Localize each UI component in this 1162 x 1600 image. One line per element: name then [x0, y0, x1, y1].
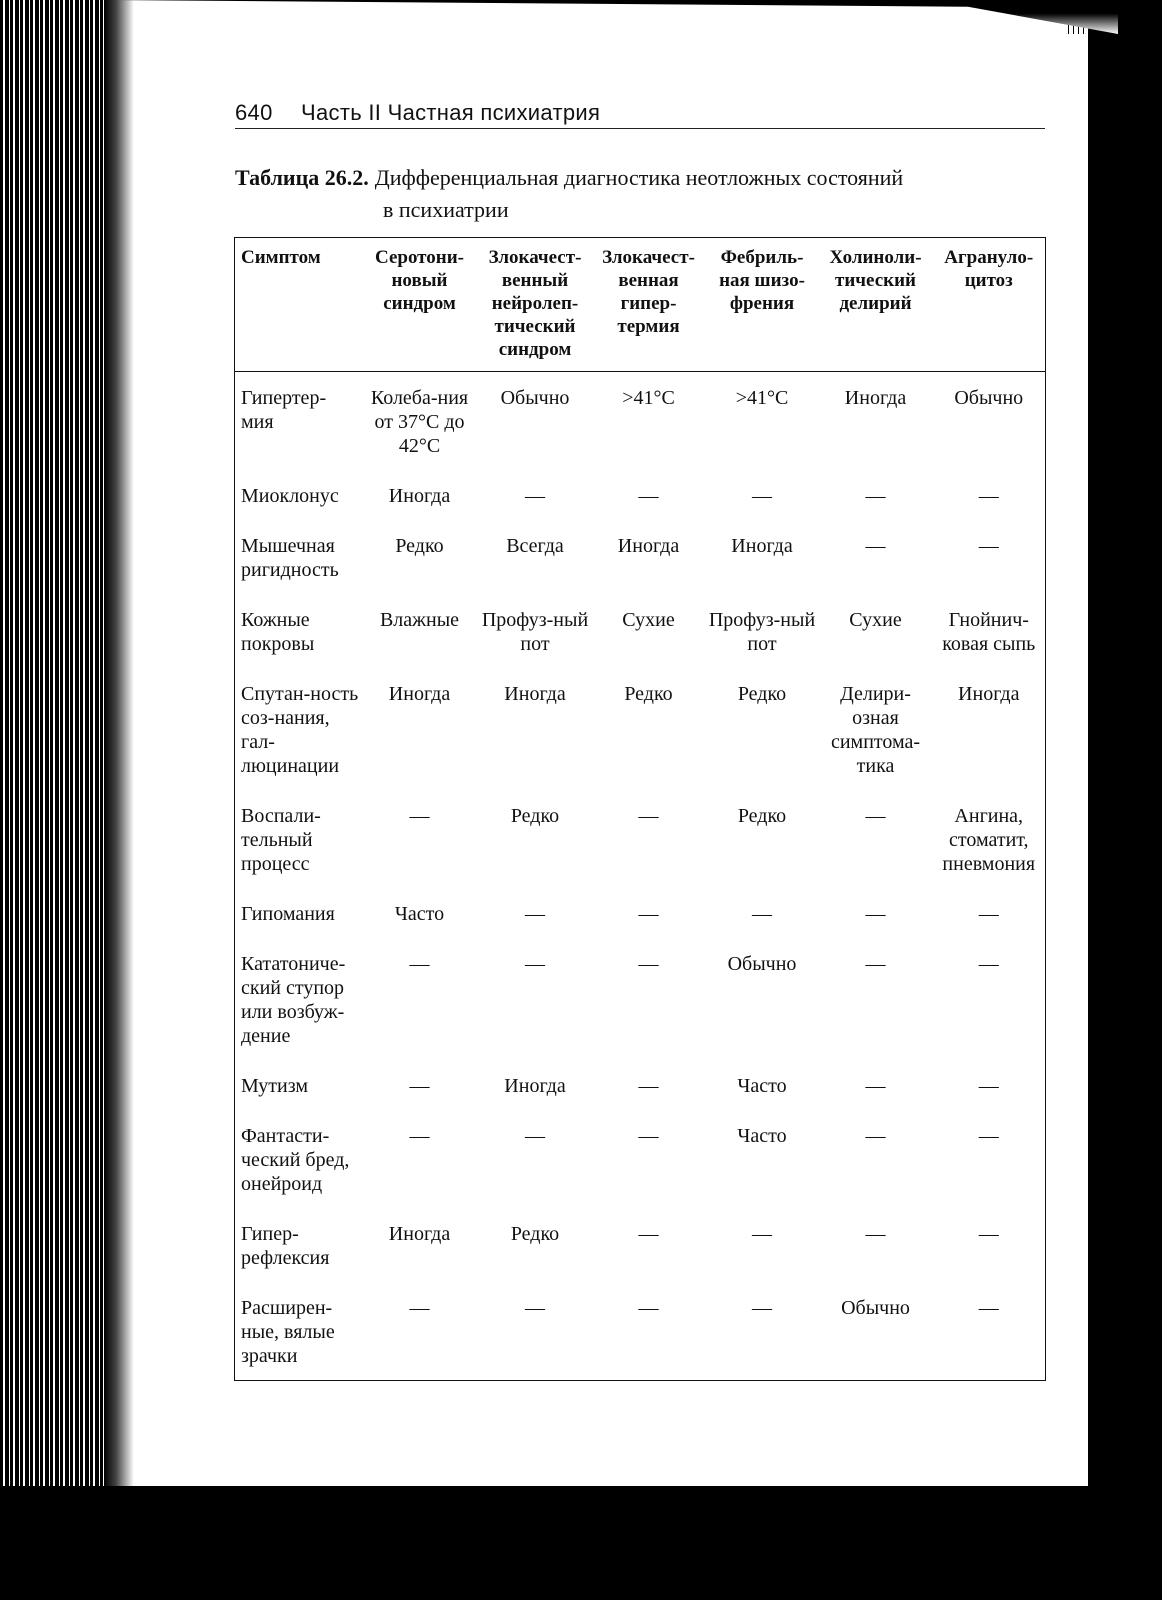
- table-cell: —: [752, 1223, 772, 1245]
- table-cell: —: [409, 1297, 430, 1319]
- header-row: [235, 238, 1046, 372]
- table-cell: —: [865, 903, 886, 925]
- table-cell: Иногда: [388, 485, 451, 507]
- table-cell: —: [865, 485, 886, 507]
- running-head: [235, 100, 600, 126]
- table-cell: Иногда: [844, 387, 907, 409]
- book-bottom-edge: [0, 1486, 1162, 1600]
- column-header: Серотони-новый синдром: [361, 238, 479, 372]
- table-caption-line2: в психиатрии: [383, 197, 509, 222]
- book-gutter-shadow: [104, 0, 134, 1600]
- table-cell: —: [525, 485, 545, 507]
- symptom-cell: Расширен-ные, вялые зрачки: [241, 1297, 335, 1367]
- table-row: [235, 470, 1046, 520]
- table-cell: Иногда: [388, 1223, 451, 1245]
- table-cell: —: [865, 953, 886, 975]
- table-cell: Сухие: [622, 609, 675, 631]
- table-cell: —: [752, 485, 772, 507]
- table-row: [235, 668, 1046, 790]
- table-cell: —: [865, 1125, 886, 1147]
- table-cell: —: [978, 535, 999, 557]
- table-cell: Часто: [737, 1125, 787, 1147]
- table-cell: Сухие: [849, 609, 902, 631]
- symptom-cell: Мутизм: [241, 1075, 309, 1097]
- table-cell: Колеба-ния от 37°С до 42°С: [370, 387, 469, 457]
- table-cell: Редко: [624, 683, 673, 705]
- symptom-cell: Гипертер-мия: [241, 387, 327, 433]
- table-cell: Всегда: [506, 535, 564, 557]
- table-cell: Обычно: [841, 1297, 910, 1319]
- table-cell: Редко: [510, 1223, 560, 1245]
- table-cell: Гнойнич-ковая сыпь: [942, 609, 1036, 655]
- table-cell: —: [409, 1075, 430, 1097]
- table-cell: Ангина, стоматит, пневмония: [942, 805, 1036, 875]
- table-cell: Профуз-ный пот: [708, 609, 816, 655]
- table-cell: —: [525, 1125, 545, 1147]
- table-cell: Часто: [394, 903, 445, 925]
- table-caption-line1: Дифференциальная диагностика неотложных состояний: [374, 165, 904, 190]
- table-cell: —: [752, 1297, 772, 1319]
- table-cell: >41°С: [735, 387, 789, 409]
- book-top-edge: [118, 0, 1118, 34]
- column-header: Холиноли-тический делирий: [819, 238, 933, 372]
- table-row: [235, 790, 1046, 888]
- table-cell: —: [638, 953, 659, 975]
- table-cell: —: [638, 1297, 659, 1319]
- table-cell: —: [525, 903, 545, 925]
- table-cell: —: [409, 953, 430, 975]
- table-cell: Делири-озная симптома-тика: [830, 683, 921, 777]
- table-row: [235, 1282, 1046, 1381]
- table-cell: Обычно: [727, 953, 797, 975]
- table-cell: —: [865, 1075, 886, 1097]
- column-header: Симптом: [235, 238, 361, 372]
- symptom-cell: Гипер-рефлексия: [241, 1223, 330, 1269]
- table-cell: —: [978, 485, 999, 507]
- table-cell: Иногда: [731, 535, 793, 557]
- table-cell: —: [409, 805, 430, 827]
- table-cell: Иногда: [504, 1075, 566, 1097]
- table-cell: —: [638, 1075, 659, 1097]
- differential-diagnosis-table: [234, 237, 1046, 1381]
- table-cell: —: [978, 1075, 999, 1097]
- table-cell: —: [525, 1297, 545, 1319]
- table-cell: —: [525, 953, 545, 975]
- table-cell: —: [638, 805, 659, 827]
- running-head-title: Часть II Частная психиатрия: [301, 100, 601, 125]
- symptom-cell: Гипомания: [241, 903, 335, 925]
- symptom-cell: Мышечная ригидность: [241, 535, 339, 581]
- symptom-cell: Миоклонус: [241, 485, 339, 507]
- table-cell: —: [865, 535, 886, 557]
- column-header: Злокачест-венная гипер-термия: [592, 238, 706, 372]
- table-cell: Редко: [737, 805, 787, 827]
- table-cell: Иногда: [388, 683, 451, 705]
- running-head-rule: [235, 128, 1045, 129]
- table-row: [235, 888, 1046, 938]
- table-cell: —: [638, 903, 659, 925]
- table-cell: Иногда: [504, 683, 566, 705]
- column-header: Фебриль-ная шизо-френия: [706, 238, 819, 372]
- page-number: 640: [235, 100, 273, 125]
- symptom-cell: Кататониче-ский ступор или возбуж-дение: [241, 953, 346, 1047]
- table-row: [235, 1060, 1046, 1110]
- table-cell: —: [978, 1297, 999, 1319]
- book-page-stack-left: [0, 0, 118, 1600]
- table-cell: Влажные: [379, 609, 460, 631]
- column-header: Агрануло-цитоз: [933, 238, 1046, 372]
- table-header: [235, 238, 1046, 372]
- table-cell: —: [978, 953, 999, 975]
- table-cell: —: [978, 903, 999, 925]
- table-row: [235, 372, 1046, 471]
- table-cell: —: [978, 1223, 999, 1245]
- table-cell: —: [638, 485, 659, 507]
- table-body: [235, 372, 1046, 1381]
- table-cell: —: [865, 805, 886, 827]
- table-cell: Редко: [510, 805, 560, 827]
- table-cell: Редко: [395, 535, 444, 557]
- table-row: [235, 1110, 1046, 1208]
- table-caption: [235, 162, 995, 226]
- symptom-cell: Воспали-тельный процесс: [241, 805, 321, 875]
- table-cell: —: [409, 1125, 430, 1147]
- book-page: [134, 34, 1086, 1486]
- table-cell: >41°С: [622, 387, 675, 409]
- table-cell: Профуз-ный пот: [481, 609, 589, 655]
- table-caption-label: Таблица 26.2.: [235, 165, 369, 190]
- symptom-cell: Фантасти-ческий бред, онейроид: [241, 1125, 350, 1195]
- column-header: Злокачест-венный нейролеп-тический синдром: [479, 238, 592, 372]
- table-cell: —: [865, 1223, 886, 1245]
- symptom-cell: Кожные покровы: [241, 609, 315, 655]
- table-cell: —: [638, 1125, 659, 1147]
- table-cell: —: [752, 903, 772, 925]
- table-cell: Иногда: [617, 535, 680, 557]
- table-cell: —: [638, 1223, 659, 1245]
- table-cell: —: [978, 1125, 999, 1147]
- table-cell: Редко: [737, 683, 787, 705]
- symptom-cell: Спутан-ность соз-нания, гал-люцинации: [241, 683, 359, 777]
- table-row: [235, 938, 1046, 1060]
- table-cell: Обычно: [954, 387, 1024, 409]
- table-row: [235, 520, 1046, 594]
- book-cover-right: [1084, 0, 1162, 1600]
- table-row: [235, 1208, 1046, 1282]
- table-cell: Часто: [737, 1075, 787, 1097]
- table-cell: Иногда: [958, 683, 1020, 705]
- table-row: [235, 594, 1046, 668]
- table-cell: Обычно: [500, 387, 570, 409]
